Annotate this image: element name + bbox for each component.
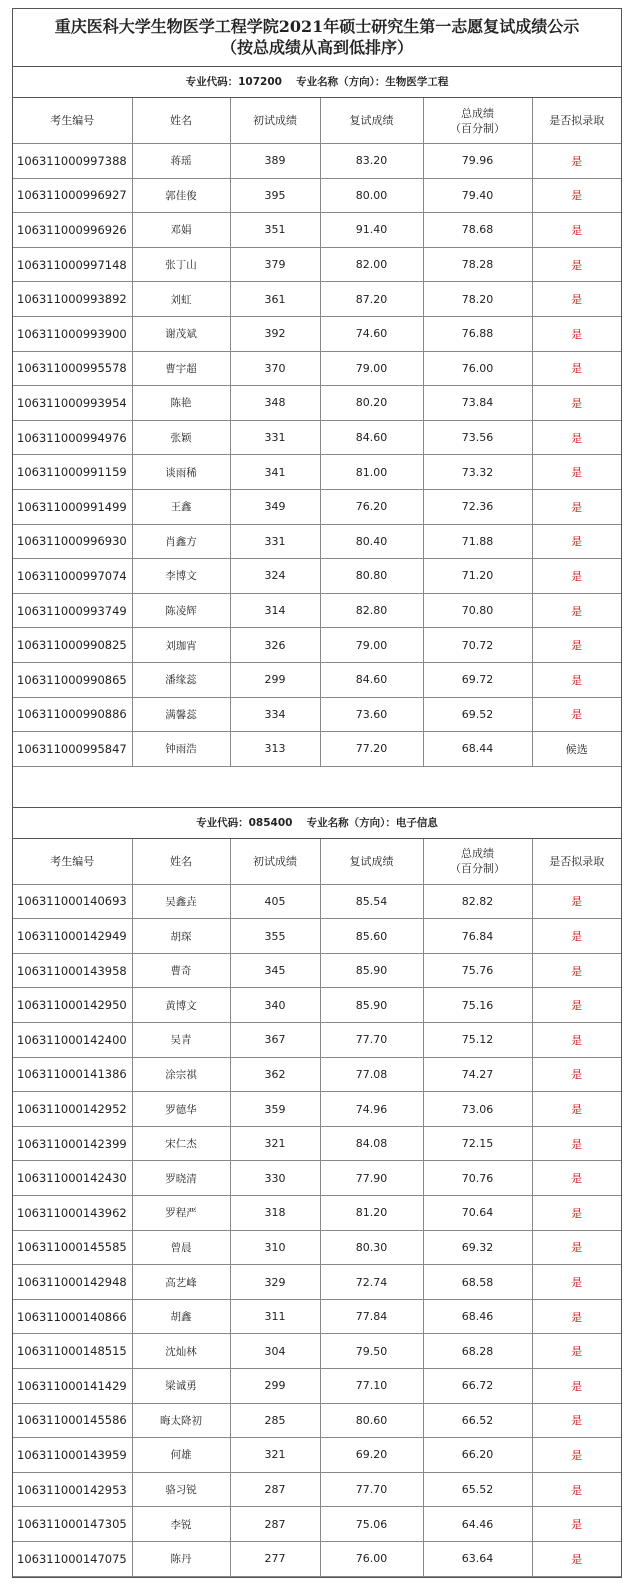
cell-name: 罗程严 — [132, 1196, 230, 1231]
cell-name: 张颖 — [132, 420, 230, 455]
cell-total: 70.72 — [423, 628, 532, 663]
cell-initial: 361 — [230, 282, 320, 317]
header-total — [423, 839, 532, 885]
cell-id: 106311000141386 — [13, 1057, 132, 1092]
cell-admit: 是 — [532, 282, 621, 317]
cell-total: 78.20 — [423, 282, 532, 317]
cell-admit: 是 — [532, 1230, 621, 1265]
cell-retest: 82.00 — [320, 247, 423, 282]
table-row — [13, 1092, 621, 1127]
table-row — [13, 697, 621, 732]
cell-name: 吴青 — [132, 1023, 230, 1058]
cell-id: 106311000148515 — [13, 1334, 132, 1369]
cell-total: 82.82 — [423, 884, 532, 919]
cell-initial: 341 — [230, 455, 320, 490]
cell-admit: 是 — [532, 1472, 621, 1507]
header-total-unit: （百分制） — [450, 121, 505, 135]
cell-total: 79.40 — [423, 178, 532, 213]
table-row — [13, 144, 621, 179]
header-name: 姓名 — [132, 839, 230, 885]
table-row — [13, 1472, 621, 1507]
cell-name: 满馨蕊 — [132, 697, 230, 732]
cell-total: 76.88 — [423, 316, 532, 351]
cell-retest: 80.20 — [320, 386, 423, 421]
cell-retest: 77.70 — [320, 1472, 423, 1507]
cell-name: 胡琛 — [132, 919, 230, 954]
cell-retest: 79.50 — [320, 1334, 423, 1369]
cell-id: 106311000993954 — [13, 386, 132, 421]
cell-id: 106311000142430 — [13, 1161, 132, 1196]
cell-id: 106311000993892 — [13, 282, 132, 317]
cell-initial: 326 — [230, 628, 320, 663]
cell-admit: 是 — [532, 178, 621, 213]
table-row — [13, 178, 621, 213]
cell-id: 106311000147075 — [13, 1541, 132, 1576]
cell-id: 106311000997074 — [13, 559, 132, 594]
results-table-body-1 — [13, 98, 621, 766]
cell-retest: 75.06 — [320, 1507, 423, 1542]
cell-id: 106311000990825 — [13, 628, 132, 663]
cell-initial: 331 — [230, 524, 320, 559]
cell-id: 106311000993749 — [13, 593, 132, 628]
cell-name: 曹奇 — [132, 953, 230, 988]
table-row — [13, 1507, 621, 1542]
cell-id: 106311000142949 — [13, 919, 132, 954]
cell-admit: 是 — [532, 455, 621, 490]
cell-retest: 85.90 — [320, 953, 423, 988]
cell-initial: 370 — [230, 351, 320, 386]
header-admit: 是否拟录取 — [532, 98, 621, 144]
cell-initial: 379 — [230, 247, 320, 282]
cell-name: 李锐 — [132, 1507, 230, 1542]
table-row — [13, 1161, 621, 1196]
cell-name: 陈艳 — [132, 386, 230, 421]
cell-admit: 是 — [532, 662, 621, 697]
table-row — [13, 386, 621, 421]
table-row — [13, 1265, 621, 1300]
cell-name: 王鑫 — [132, 489, 230, 524]
cell-initial: 330 — [230, 1161, 320, 1196]
cell-admit: 是 — [532, 1196, 621, 1231]
cell-id: 106311000140693 — [13, 884, 132, 919]
cell-retest: 77.20 — [320, 732, 423, 767]
table-row — [13, 732, 621, 767]
cell-admit: 是 — [532, 884, 621, 919]
cell-initial: 389 — [230, 144, 320, 179]
cell-total: 78.68 — [423, 213, 532, 248]
cell-initial: 321 — [230, 1126, 320, 1161]
cell-admit: 是 — [532, 524, 621, 559]
cell-retest: 84.08 — [320, 1126, 423, 1161]
cell-name: 吴鑫垚 — [132, 884, 230, 919]
cell-retest: 77.10 — [320, 1369, 423, 1404]
cell-retest: 84.60 — [320, 420, 423, 455]
cell-initial: 277 — [230, 1541, 320, 1576]
cell-retest: 77.90 — [320, 1161, 423, 1196]
cell-total: 69.72 — [423, 662, 532, 697]
cell-admit: 候选 — [532, 732, 621, 767]
table-row — [13, 455, 621, 490]
cell-admit: 是 — [532, 559, 621, 594]
cell-total: 78.28 — [423, 247, 532, 282]
cell-retest: 81.20 — [320, 1196, 423, 1231]
cell-name: 陈凌辉 — [132, 593, 230, 628]
cell-name: 梁诚勇 — [132, 1369, 230, 1404]
cell-id: 106311000996926 — [13, 213, 132, 248]
cell-admit: 是 — [532, 1265, 621, 1300]
cell-retest: 80.00 — [320, 178, 423, 213]
table-row — [13, 351, 621, 386]
cell-total: 68.28 — [423, 1334, 532, 1369]
cell-admit: 是 — [532, 144, 621, 179]
cell-id: 106311000145585 — [13, 1230, 132, 1265]
cell-total: 70.80 — [423, 593, 532, 628]
cell-admit: 是 — [532, 988, 621, 1023]
cell-name: 黄博文 — [132, 988, 230, 1023]
cell-name: 潘缘蕊 — [132, 662, 230, 697]
cell-total: 70.64 — [423, 1196, 532, 1231]
cell-id: 106311000142399 — [13, 1126, 132, 1161]
cell-initial: 287 — [230, 1507, 320, 1542]
cell-initial: 321 — [230, 1438, 320, 1473]
cell-total: 69.32 — [423, 1230, 532, 1265]
cell-initial: 287 — [230, 1472, 320, 1507]
cell-id: 106311000140866 — [13, 1299, 132, 1334]
table-row — [13, 213, 621, 248]
cell-id: 106311000991159 — [13, 455, 132, 490]
table-row — [13, 1230, 621, 1265]
table-row — [13, 316, 621, 351]
cell-retest: 77.08 — [320, 1057, 423, 1092]
cell-retest: 76.20 — [320, 489, 423, 524]
header-retest: 复试成绩 — [320, 98, 423, 144]
cell-admit: 是 — [532, 1092, 621, 1127]
cell-initial: 310 — [230, 1230, 320, 1265]
table-row — [13, 628, 621, 663]
table-header-row — [13, 98, 621, 144]
page-title — [13, 9, 621, 67]
header-total-label: 总成绩 — [461, 847, 494, 861]
cell-id: 106311000993900 — [13, 316, 132, 351]
cell-initial: 318 — [230, 1196, 320, 1231]
cell-id: 106311000995847 — [13, 732, 132, 767]
header-admit: 是否拟录取 — [532, 839, 621, 885]
cell-initial: 348 — [230, 386, 320, 421]
cell-initial: 285 — [230, 1403, 320, 1438]
cell-retest: 74.60 — [320, 316, 423, 351]
table-row — [13, 1126, 621, 1161]
cell-retest: 91.40 — [320, 213, 423, 248]
cell-retest: 80.40 — [320, 524, 423, 559]
cell-admit: 是 — [532, 1334, 621, 1369]
cell-admit: 是 — [532, 1507, 621, 1542]
cell-initial: 299 — [230, 1369, 320, 1404]
cell-id: 106311000994976 — [13, 420, 132, 455]
results-table-body-2 — [13, 839, 621, 1576]
cell-id: 106311000995578 — [13, 351, 132, 386]
cell-name: 蒋瑶 — [132, 144, 230, 179]
header-total — [423, 98, 532, 144]
cell-initial: 345 — [230, 953, 320, 988]
header-id: 考生编号 — [13, 98, 132, 144]
cell-initial: 340 — [230, 988, 320, 1023]
cell-name: 陈丹 — [132, 1541, 230, 1576]
cell-retest: 69.20 — [320, 1438, 423, 1473]
cell-total: 72.15 — [423, 1126, 532, 1161]
cell-name: 谢茂斌 — [132, 316, 230, 351]
cell-total: 70.76 — [423, 1161, 532, 1196]
cell-name: 曹宇超 — [132, 351, 230, 386]
cell-id: 106311000142948 — [13, 1265, 132, 1300]
table-row — [13, 662, 621, 697]
cell-retest: 77.70 — [320, 1023, 423, 1058]
cell-id: 106311000145586 — [13, 1403, 132, 1438]
table-row — [13, 1057, 621, 1092]
cell-name: 骆习锐 — [132, 1472, 230, 1507]
table-row — [13, 524, 621, 559]
cell-total: 66.72 — [423, 1369, 532, 1404]
cell-retest: 80.60 — [320, 1403, 423, 1438]
header-initial: 初试成绩 — [230, 839, 320, 885]
cell-total: 63.64 — [423, 1541, 532, 1576]
cell-initial: 355 — [230, 919, 320, 954]
cell-initial: 313 — [230, 732, 320, 767]
cell-retest: 87.20 — [320, 282, 423, 317]
cell-name: 刘虹 — [132, 282, 230, 317]
cell-id: 106311000991499 — [13, 489, 132, 524]
cell-id: 106311000143959 — [13, 1438, 132, 1473]
table-row — [13, 559, 621, 594]
cell-retest: 73.60 — [320, 697, 423, 732]
table-row — [13, 953, 621, 988]
cell-total: 74.27 — [423, 1057, 532, 1092]
table-row — [13, 489, 621, 524]
cell-retest: 83.20 — [320, 144, 423, 179]
cell-id: 106311000990865 — [13, 662, 132, 697]
cell-admit: 是 — [532, 628, 621, 663]
cell-initial: 395 — [230, 178, 320, 213]
cell-admit: 是 — [532, 953, 621, 988]
cell-initial: 349 — [230, 489, 320, 524]
cell-retest: 76.00 — [320, 1541, 423, 1576]
header-retest: 复试成绩 — [320, 839, 423, 885]
cell-retest: 74.96 — [320, 1092, 423, 1127]
section-heading-2: 专业代码：085400 专业名称（方向）：电子信息 — [13, 808, 621, 839]
cell-name: 钟雨浩 — [132, 732, 230, 767]
cell-retest: 80.30 — [320, 1230, 423, 1265]
cell-name: 沈灿林 — [132, 1334, 230, 1369]
cell-name: 罗晓清 — [132, 1161, 230, 1196]
cell-id: 106311000143958 — [13, 953, 132, 988]
cell-name: 肖鑫方 — [132, 524, 230, 559]
cell-retest: 72.74 — [320, 1265, 423, 1300]
cell-id: 106311000147305 — [13, 1507, 132, 1542]
header-name: 姓名 — [132, 98, 230, 144]
cell-retest: 84.60 — [320, 662, 423, 697]
table-row — [13, 1299, 621, 1334]
results-table-2 — [13, 839, 621, 1577]
cell-name: 胡鑫 — [132, 1299, 230, 1334]
cell-initial: 334 — [230, 697, 320, 732]
table-header-row — [13, 839, 621, 885]
cell-admit: 是 — [532, 316, 621, 351]
cell-admit: 是 — [532, 1438, 621, 1473]
cell-admit: 是 — [532, 386, 621, 421]
cell-total: 72.36 — [423, 489, 532, 524]
table-row — [13, 1196, 621, 1231]
cell-name: 李博文 — [132, 559, 230, 594]
cell-admit: 是 — [532, 1541, 621, 1576]
cell-initial: 324 — [230, 559, 320, 594]
cell-total: 65.52 — [423, 1472, 532, 1507]
cell-total: 71.88 — [423, 524, 532, 559]
cell-initial: 311 — [230, 1299, 320, 1334]
section-heading-1: 专业代码：107200 专业名称（方向）：生物医学工程 — [13, 67, 621, 98]
cell-initial: 362 — [230, 1057, 320, 1092]
cell-name: 刘珈宵 — [132, 628, 230, 663]
cell-admit: 是 — [532, 1403, 621, 1438]
cell-name: 郭佳俊 — [132, 178, 230, 213]
cell-id: 106311000990886 — [13, 697, 132, 732]
cell-total: 64.46 — [423, 1507, 532, 1542]
cell-name: 高艺峰 — [132, 1265, 230, 1300]
header-total-unit: （百分制） — [450, 862, 505, 876]
cell-retest: 77.84 — [320, 1299, 423, 1334]
cell-id: 106311000143962 — [13, 1196, 132, 1231]
title-line-1: 重庆医科大学生物医学工程学院2021年硕士研究生第一志愿复试成绩公示 — [54, 17, 580, 36]
cell-admit: 是 — [532, 593, 621, 628]
cell-total: 76.84 — [423, 919, 532, 954]
cell-admit: 是 — [532, 697, 621, 732]
cell-retest: 81.00 — [320, 455, 423, 490]
cell-name: 曾晨 — [132, 1230, 230, 1265]
cell-initial: 392 — [230, 316, 320, 351]
cell-name: 晦太降初 — [132, 1403, 230, 1438]
cell-initial: 331 — [230, 420, 320, 455]
cell-initial: 405 — [230, 884, 320, 919]
header-initial: 初试成绩 — [230, 98, 320, 144]
cell-initial: 351 — [230, 213, 320, 248]
table-row — [13, 1403, 621, 1438]
cell-retest: 79.00 — [320, 351, 423, 386]
cell-total: 73.56 — [423, 420, 532, 455]
cell-admit: 是 — [532, 489, 621, 524]
cell-initial: 329 — [230, 1265, 320, 1300]
cell-retest: 79.00 — [320, 628, 423, 663]
cell-initial: 314 — [230, 593, 320, 628]
cell-name: 何雄 — [132, 1438, 230, 1473]
cell-admit: 是 — [532, 213, 621, 248]
table-row — [13, 247, 621, 282]
cell-id: 106311000996927 — [13, 178, 132, 213]
cell-id: 106311000142953 — [13, 1472, 132, 1507]
cell-admit: 是 — [532, 1057, 621, 1092]
cell-total: 69.52 — [423, 697, 532, 732]
cell-id: 106311000142400 — [13, 1023, 132, 1058]
title-line-2: （按总成绩从高到低排序） — [220, 38, 413, 57]
cell-initial: 299 — [230, 662, 320, 697]
results-table-1 — [13, 98, 621, 767]
cell-total: 68.46 — [423, 1299, 532, 1334]
cell-id: 106311000997148 — [13, 247, 132, 282]
section-spacer — [13, 767, 621, 808]
cell-admit: 是 — [532, 1369, 621, 1404]
cell-retest: 85.54 — [320, 884, 423, 919]
cell-total: 71.20 — [423, 559, 532, 594]
cell-total: 73.32 — [423, 455, 532, 490]
cell-id: 106311000142950 — [13, 988, 132, 1023]
table-row — [13, 884, 621, 919]
cell-retest: 85.90 — [320, 988, 423, 1023]
cell-admit: 是 — [532, 420, 621, 455]
cell-admit: 是 — [532, 247, 621, 282]
cell-total: 66.52 — [423, 1403, 532, 1438]
cell-initial: 367 — [230, 1023, 320, 1058]
table-row — [13, 1438, 621, 1473]
cell-name: 邓娟 — [132, 213, 230, 248]
table-row — [13, 1334, 621, 1369]
table-row — [13, 988, 621, 1023]
cell-total: 73.84 — [423, 386, 532, 421]
cell-total: 75.16 — [423, 988, 532, 1023]
table-row — [13, 593, 621, 628]
cell-admit: 是 — [532, 919, 621, 954]
table-row — [13, 1023, 621, 1058]
cell-initial: 359 — [230, 1092, 320, 1127]
table-row — [13, 1541, 621, 1576]
cell-name: 张丁山 — [132, 247, 230, 282]
cell-id: 106311000142952 — [13, 1092, 132, 1127]
cell-admit: 是 — [532, 1161, 621, 1196]
cell-total: 76.00 — [423, 351, 532, 386]
cell-id: 106311000996930 — [13, 524, 132, 559]
cell-admit: 是 — [532, 1299, 621, 1334]
results-document — [12, 8, 622, 1578]
cell-name: 涂宗祺 — [132, 1057, 230, 1092]
cell-total: 75.12 — [423, 1023, 532, 1058]
cell-name: 谈雨稀 — [132, 455, 230, 490]
cell-name: 宋仁杰 — [132, 1126, 230, 1161]
cell-admit: 是 — [532, 1023, 621, 1058]
cell-admit: 是 — [532, 351, 621, 386]
table-row — [13, 919, 621, 954]
cell-total: 68.44 — [423, 732, 532, 767]
table-row — [13, 282, 621, 317]
cell-total: 66.20 — [423, 1438, 532, 1473]
table-row — [13, 1369, 621, 1404]
header-total-label: 总成绩 — [461, 106, 494, 120]
cell-total: 73.06 — [423, 1092, 532, 1127]
cell-admit: 是 — [532, 1126, 621, 1161]
cell-total: 79.96 — [423, 144, 532, 179]
cell-id: 106311000997388 — [13, 144, 132, 179]
cell-id: 106311000141429 — [13, 1369, 132, 1404]
cell-retest: 82.80 — [320, 593, 423, 628]
header-id: 考生编号 — [13, 839, 132, 885]
cell-retest: 85.60 — [320, 919, 423, 954]
cell-total: 68.58 — [423, 1265, 532, 1300]
cell-name: 罗德华 — [132, 1092, 230, 1127]
table-row — [13, 420, 621, 455]
cell-total: 75.76 — [423, 953, 532, 988]
cell-initial: 304 — [230, 1334, 320, 1369]
cell-retest: 80.80 — [320, 559, 423, 594]
